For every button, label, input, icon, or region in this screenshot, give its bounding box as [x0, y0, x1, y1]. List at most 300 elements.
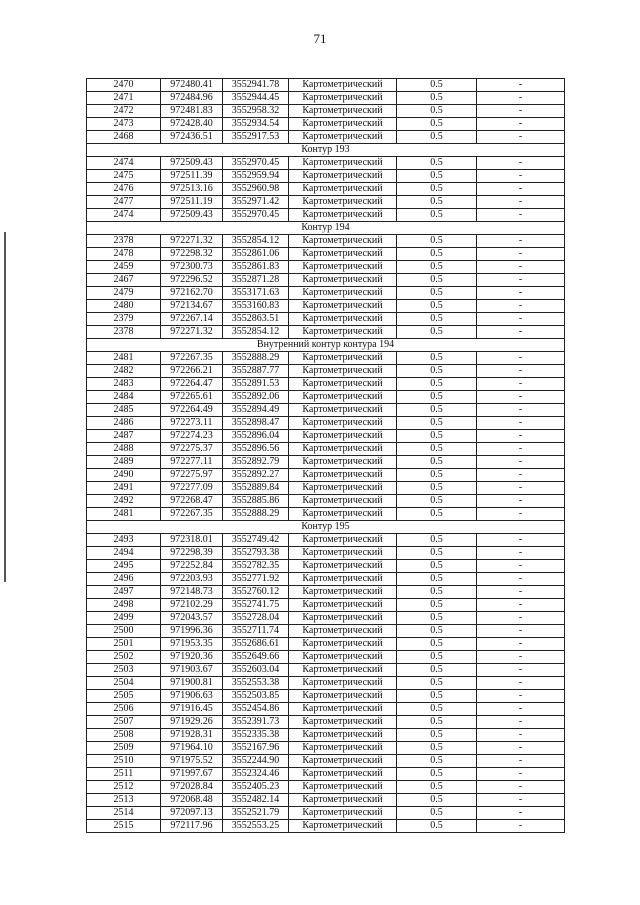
table-row [87, 534, 565, 547]
description-cell: - [477, 625, 565, 638]
y-coordinate-cell: 3552941.78 [223, 79, 289, 92]
y-coordinate-cell: 3552960.98 [223, 183, 289, 196]
method-cell: Картометрический [289, 742, 397, 755]
y-coordinate-cell: 3552649.66 [223, 651, 289, 664]
method-cell: Картометрический [289, 482, 397, 495]
accuracy-cell: 0.5 [397, 612, 477, 625]
y-coordinate-cell: 3552892.06 [223, 391, 289, 404]
accuracy-cell: 0.5 [397, 820, 477, 833]
x-coordinate-cell: 972298.32 [161, 248, 223, 261]
method-cell: Картометрический [289, 677, 397, 690]
x-coordinate-cell: 972511.39 [161, 170, 223, 183]
description-cell: - [477, 235, 565, 248]
contour-title: Внутренний контур контура 194 [87, 339, 565, 352]
table-row [87, 235, 565, 248]
point-number-cell: 2494 [87, 547, 161, 560]
description-cell: - [477, 79, 565, 92]
x-coordinate-cell: 972484.96 [161, 92, 223, 105]
point-number-cell: 2496 [87, 573, 161, 586]
accuracy-cell: 0.5 [397, 469, 477, 482]
y-coordinate-cell: 3552728.04 [223, 612, 289, 625]
y-coordinate-cell: 3552917.53 [223, 131, 289, 144]
x-coordinate-cell: 972265.61 [161, 391, 223, 404]
point-number-cell: 2475 [87, 170, 161, 183]
y-coordinate-cell: 3552782.35 [223, 560, 289, 573]
x-coordinate-cell: 972428.40 [161, 118, 223, 131]
description-cell: - [477, 326, 565, 339]
table-row [87, 729, 565, 742]
method-cell: Картометрический [289, 79, 397, 92]
point-number-cell: 2498 [87, 599, 161, 612]
accuracy-cell: 0.5 [397, 508, 477, 521]
method-cell: Картометрический [289, 391, 397, 404]
point-number-cell: 2510 [87, 755, 161, 768]
description-cell: - [477, 599, 565, 612]
contour-header-row [87, 222, 565, 235]
x-coordinate-cell: 972134.67 [161, 300, 223, 313]
table-row [87, 625, 565, 638]
accuracy-cell: 0.5 [397, 170, 477, 183]
table-row [87, 781, 565, 794]
y-coordinate-cell: 3552854.12 [223, 235, 289, 248]
method-cell: Картометрический [289, 131, 397, 144]
accuracy-cell: 0.5 [397, 755, 477, 768]
contour-title: Контур 194 [87, 222, 565, 235]
point-number-cell: 2508 [87, 729, 161, 742]
accuracy-cell: 0.5 [397, 534, 477, 547]
table-row [87, 287, 565, 300]
point-number-cell: 2479 [87, 287, 161, 300]
description-cell: - [477, 612, 565, 625]
table-row [87, 326, 565, 339]
table-row [87, 105, 565, 118]
description-cell: - [477, 508, 565, 521]
method-cell: Картометрический [289, 352, 397, 365]
y-coordinate-cell: 3552454.86 [223, 703, 289, 716]
y-coordinate-cell: 3552711.74 [223, 625, 289, 638]
description-cell: - [477, 794, 565, 807]
table-row [87, 365, 565, 378]
contour-title: Контур 193 [87, 144, 565, 157]
description-cell: - [477, 677, 565, 690]
y-coordinate-cell: 3552944.45 [223, 92, 289, 105]
accuracy-cell: 0.5 [397, 300, 477, 313]
point-number-cell: 2470 [87, 79, 161, 92]
table-row [87, 586, 565, 599]
description-cell: - [477, 404, 565, 417]
method-cell: Картометрический [289, 573, 397, 586]
method-cell: Картометрический [289, 430, 397, 443]
x-coordinate-cell: 972267.35 [161, 508, 223, 521]
accuracy-cell: 0.5 [397, 417, 477, 430]
description-cell: - [477, 768, 565, 781]
table-row [87, 612, 565, 625]
method-cell: Картометрический [289, 534, 397, 547]
x-coordinate-cell: 972267.35 [161, 352, 223, 365]
method-cell: Картометрический [289, 235, 397, 248]
y-coordinate-cell: 3552863.51 [223, 313, 289, 326]
y-coordinate-cell: 3552335.38 [223, 729, 289, 742]
accuracy-cell: 0.5 [397, 586, 477, 599]
table-row [87, 508, 565, 521]
x-coordinate-cell: 972509.43 [161, 209, 223, 222]
point-number-cell: 2483 [87, 378, 161, 391]
table-row [87, 677, 565, 690]
x-coordinate-cell: 972318.01 [161, 534, 223, 547]
description-cell: - [477, 183, 565, 196]
method-cell: Картометрический [289, 365, 397, 378]
method-cell: Картометрический [289, 755, 397, 768]
table-row [87, 352, 565, 365]
x-coordinate-cell: 972274.23 [161, 430, 223, 443]
table-row [87, 599, 565, 612]
x-coordinate-cell: 972271.32 [161, 235, 223, 248]
binding-margin-line [4, 232, 6, 582]
y-coordinate-cell: 3552888.29 [223, 352, 289, 365]
accuracy-cell: 0.5 [397, 768, 477, 781]
method-cell: Картометрический [289, 170, 397, 183]
accuracy-cell: 0.5 [397, 313, 477, 326]
accuracy-cell: 0.5 [397, 573, 477, 586]
x-coordinate-cell: 971975.52 [161, 755, 223, 768]
method-cell: Картометрический [289, 690, 397, 703]
description-cell: - [477, 261, 565, 274]
accuracy-cell: 0.5 [397, 287, 477, 300]
description-cell: - [477, 638, 565, 651]
table-row [87, 313, 565, 326]
description-cell: - [477, 209, 565, 222]
description-cell: - [477, 534, 565, 547]
accuracy-cell: 0.5 [397, 92, 477, 105]
table-row [87, 482, 565, 495]
description-cell: - [477, 92, 565, 105]
accuracy-cell: 0.5 [397, 443, 477, 456]
point-number-cell: 2476 [87, 183, 161, 196]
method-cell: Картометрический [289, 729, 397, 742]
method-cell: Картометрический [289, 820, 397, 833]
y-coordinate-cell: 3552887.77 [223, 365, 289, 378]
description-cell: - [477, 690, 565, 703]
point-number-cell: 2459 [87, 261, 161, 274]
y-coordinate-cell: 3552391.73 [223, 716, 289, 729]
x-coordinate-cell: 972266.21 [161, 365, 223, 378]
point-number-cell: 2474 [87, 209, 161, 222]
accuracy-cell: 0.5 [397, 664, 477, 677]
y-coordinate-cell: 3552891.53 [223, 378, 289, 391]
table-row [87, 560, 565, 573]
method-cell: Картометрический [289, 781, 397, 794]
description-cell: - [477, 560, 565, 573]
contour-header-row [87, 339, 565, 352]
x-coordinate-cell: 972203.93 [161, 573, 223, 586]
accuracy-cell: 0.5 [397, 105, 477, 118]
method-cell: Картометрический [289, 599, 397, 612]
accuracy-cell: 0.5 [397, 352, 477, 365]
x-coordinate-cell: 972481.83 [161, 105, 223, 118]
method-cell: Картометрический [289, 209, 397, 222]
accuracy-cell: 0.5 [397, 131, 477, 144]
accuracy-cell: 0.5 [397, 547, 477, 560]
description-cell: - [477, 118, 565, 131]
point-number-cell: 2500 [87, 625, 161, 638]
table-row [87, 79, 565, 92]
method-cell: Картометрический [289, 560, 397, 573]
accuracy-cell: 0.5 [397, 261, 477, 274]
y-coordinate-cell: 3552970.45 [223, 157, 289, 170]
x-coordinate-cell: 972264.49 [161, 404, 223, 417]
description-cell: - [477, 105, 565, 118]
x-coordinate-cell: 971953.35 [161, 638, 223, 651]
table-row [87, 807, 565, 820]
point-number-cell: 2468 [87, 131, 161, 144]
y-coordinate-cell: 3552771.92 [223, 573, 289, 586]
table-row [87, 196, 565, 209]
accuracy-cell: 0.5 [397, 638, 477, 651]
accuracy-cell: 0.5 [397, 781, 477, 794]
y-coordinate-cell: 3552793.38 [223, 547, 289, 560]
point-number-cell: 2495 [87, 560, 161, 573]
y-coordinate-cell: 3552889.84 [223, 482, 289, 495]
x-coordinate-cell: 972509.43 [161, 157, 223, 170]
y-coordinate-cell: 3552892.79 [223, 456, 289, 469]
point-number-cell: 2501 [87, 638, 161, 651]
point-number-cell: 2486 [87, 417, 161, 430]
point-number-cell: 2485 [87, 404, 161, 417]
x-coordinate-cell: 972043.57 [161, 612, 223, 625]
method-cell: Картометрический [289, 105, 397, 118]
description-cell: - [477, 716, 565, 729]
table-row [87, 755, 565, 768]
accuracy-cell: 0.5 [397, 248, 477, 261]
y-coordinate-cell: 3552894.49 [223, 404, 289, 417]
description-cell: - [477, 703, 565, 716]
description-cell: - [477, 287, 565, 300]
x-coordinate-cell: 972275.97 [161, 469, 223, 482]
accuracy-cell: 0.5 [397, 326, 477, 339]
description-cell: - [477, 430, 565, 443]
table-row [87, 495, 565, 508]
accuracy-cell: 0.5 [397, 365, 477, 378]
x-coordinate-cell: 972097.13 [161, 807, 223, 820]
y-coordinate-cell: 3552934.54 [223, 118, 289, 131]
table-row [87, 300, 565, 313]
method-cell: Картометрический [289, 261, 397, 274]
description-cell: - [477, 313, 565, 326]
y-coordinate-cell: 3552405.23 [223, 781, 289, 794]
x-coordinate-cell: 972436.51 [161, 131, 223, 144]
accuracy-cell: 0.5 [397, 79, 477, 92]
y-coordinate-cell: 3552749.42 [223, 534, 289, 547]
accuracy-cell: 0.5 [397, 703, 477, 716]
accuracy-cell: 0.5 [397, 729, 477, 742]
description-cell: - [477, 807, 565, 820]
accuracy-cell: 0.5 [397, 391, 477, 404]
y-coordinate-cell: 3552892.27 [223, 469, 289, 482]
point-number-cell: 2492 [87, 495, 161, 508]
method-cell: Картометрический [289, 547, 397, 560]
accuracy-cell: 0.5 [397, 807, 477, 820]
method-cell: Картометрический [289, 313, 397, 326]
x-coordinate-cell: 972264.47 [161, 378, 223, 391]
description-cell: - [477, 495, 565, 508]
y-coordinate-cell: 3552888.29 [223, 508, 289, 521]
x-coordinate-cell: 972480.41 [161, 79, 223, 92]
point-number-cell: 2503 [87, 664, 161, 677]
table-row [87, 430, 565, 443]
y-coordinate-cell: 3552959.94 [223, 170, 289, 183]
method-cell: Картометрический [289, 404, 397, 417]
accuracy-cell: 0.5 [397, 690, 477, 703]
accuracy-cell: 0.5 [397, 560, 477, 573]
point-number-cell: 2490 [87, 469, 161, 482]
x-coordinate-cell: 972162.70 [161, 287, 223, 300]
y-coordinate-cell: 3552896.04 [223, 430, 289, 443]
y-coordinate-cell: 3552553.38 [223, 677, 289, 690]
y-coordinate-cell: 3552885.86 [223, 495, 289, 508]
y-coordinate-cell: 3552167.96 [223, 742, 289, 755]
x-coordinate-cell: 972267.14 [161, 313, 223, 326]
x-coordinate-cell: 972268.47 [161, 495, 223, 508]
description-cell: - [477, 248, 565, 261]
accuracy-cell: 0.5 [397, 235, 477, 248]
x-coordinate-cell: 972275.37 [161, 443, 223, 456]
y-coordinate-cell: 3552244.90 [223, 755, 289, 768]
description-cell: - [477, 482, 565, 495]
method-cell: Картометрический [289, 196, 397, 209]
point-number-cell: 2499 [87, 612, 161, 625]
point-number-cell: 2471 [87, 92, 161, 105]
method-cell: Картометрический [289, 625, 397, 638]
description-cell: - [477, 573, 565, 586]
point-number-cell: 2480 [87, 300, 161, 313]
x-coordinate-cell: 971916.45 [161, 703, 223, 716]
point-number-cell: 2514 [87, 807, 161, 820]
method-cell: Картометрический [289, 586, 397, 599]
point-number-cell: 2482 [87, 365, 161, 378]
method-cell: Картометрический [289, 651, 397, 664]
point-number-cell: 2474 [87, 157, 161, 170]
table-row [87, 170, 565, 183]
point-number-cell: 2509 [87, 742, 161, 755]
x-coordinate-cell: 972296.52 [161, 274, 223, 287]
description-cell: - [477, 547, 565, 560]
x-coordinate-cell: 971997.67 [161, 768, 223, 781]
accuracy-cell: 0.5 [397, 599, 477, 612]
description-cell: - [477, 456, 565, 469]
accuracy-cell: 0.5 [397, 456, 477, 469]
point-number-cell: 2472 [87, 105, 161, 118]
x-coordinate-cell: 972148.73 [161, 586, 223, 599]
accuracy-cell: 0.5 [397, 274, 477, 287]
accuracy-cell: 0.5 [397, 404, 477, 417]
y-coordinate-cell: 3552686.61 [223, 638, 289, 651]
table-row [87, 209, 565, 222]
accuracy-cell: 0.5 [397, 118, 477, 131]
table-row [87, 703, 565, 716]
table-row [87, 118, 565, 131]
table-row [87, 248, 565, 261]
x-coordinate-cell: 972511.19 [161, 196, 223, 209]
accuracy-cell: 0.5 [397, 157, 477, 170]
point-number-cell: 2378 [87, 235, 161, 248]
description-cell: - [477, 417, 565, 430]
point-number-cell: 2487 [87, 430, 161, 443]
method-cell: Картометрический [289, 274, 397, 287]
y-coordinate-cell: 3552861.06 [223, 248, 289, 261]
contour-header-row [87, 144, 565, 157]
y-coordinate-cell: 3552871.28 [223, 274, 289, 287]
description-cell: - [477, 131, 565, 144]
contour-title: Контур 195 [87, 521, 565, 534]
x-coordinate-cell: 971900.81 [161, 677, 223, 690]
table-row [87, 664, 565, 677]
accuracy-cell: 0.5 [397, 430, 477, 443]
method-cell: Картометрический [289, 794, 397, 807]
accuracy-cell: 0.5 [397, 183, 477, 196]
x-coordinate-cell: 972102.29 [161, 599, 223, 612]
description-cell: - [477, 170, 565, 183]
method-cell: Картометрический [289, 456, 397, 469]
x-coordinate-cell: 971996.36 [161, 625, 223, 638]
table-row [87, 547, 565, 560]
x-coordinate-cell: 972252.84 [161, 560, 223, 573]
table-row [87, 131, 565, 144]
point-number-cell: 2473 [87, 118, 161, 131]
point-number-cell: 2481 [87, 508, 161, 521]
table-row [87, 768, 565, 781]
x-coordinate-cell: 971903.67 [161, 664, 223, 677]
description-cell: - [477, 274, 565, 287]
table-row [87, 638, 565, 651]
method-cell: Картометрический [289, 716, 397, 729]
x-coordinate-cell: 972117.96 [161, 820, 223, 833]
table-row [87, 183, 565, 196]
y-coordinate-cell: 3553160.83 [223, 300, 289, 313]
table-row [87, 378, 565, 391]
table-row [87, 404, 565, 417]
description-cell: - [477, 664, 565, 677]
point-number-cell: 2513 [87, 794, 161, 807]
point-number-cell: 2489 [87, 456, 161, 469]
point-number-cell: 2511 [87, 768, 161, 781]
point-number-cell: 2379 [87, 313, 161, 326]
x-coordinate-cell: 971920.36 [161, 651, 223, 664]
point-number-cell: 2512 [87, 781, 161, 794]
point-number-cell: 2497 [87, 586, 161, 599]
method-cell: Картометрический [289, 495, 397, 508]
description-cell: - [477, 781, 565, 794]
method-cell: Картометрический [289, 612, 397, 625]
table-row [87, 690, 565, 703]
coordinates-table-body [87, 79, 565, 833]
page-number: 71 [313, 31, 327, 46]
x-coordinate-cell: 972277.11 [161, 456, 223, 469]
y-coordinate-cell: 3552503.85 [223, 690, 289, 703]
table-row [87, 157, 565, 170]
accuracy-cell: 0.5 [397, 625, 477, 638]
x-coordinate-cell: 972273.11 [161, 417, 223, 430]
table-row [87, 391, 565, 404]
accuracy-cell: 0.5 [397, 716, 477, 729]
description-cell: - [477, 157, 565, 170]
description-cell: - [477, 391, 565, 404]
table-row [87, 417, 565, 430]
table-row [87, 651, 565, 664]
y-coordinate-cell: 3552861.83 [223, 261, 289, 274]
accuracy-cell: 0.5 [397, 196, 477, 209]
table-row [87, 716, 565, 729]
point-number-cell: 2477 [87, 196, 161, 209]
